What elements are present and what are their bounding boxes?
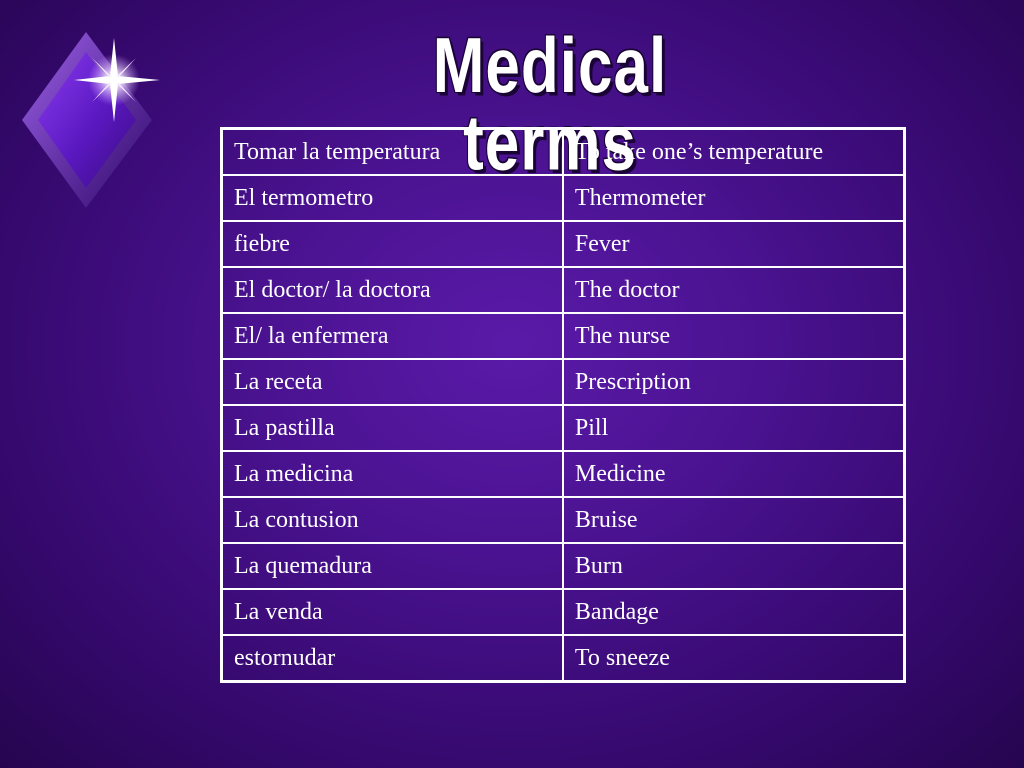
english-term-cell: To take one’s temperature — [563, 129, 905, 176]
english-term-cell: Pill — [563, 405, 905, 451]
english-term-cell: The doctor — [563, 267, 905, 313]
table-row — [222, 221, 905, 267]
spanish-term-cell: estornudar — [222, 635, 563, 682]
spanish-term-cell: La quemadura — [222, 543, 563, 589]
table-row — [222, 129, 905, 176]
spanish-term-cell: La contusion — [222, 497, 563, 543]
english-term-cell: The nurse — [563, 313, 905, 359]
spanish-term-cell: La pastilla — [222, 405, 563, 451]
spanish-term-cell: fiebre — [222, 221, 563, 267]
spanish-term-cell: Tomar la temperatura — [222, 129, 563, 176]
table-row — [222, 589, 905, 635]
spanish-term-cell: La receta — [222, 359, 563, 405]
table-row — [222, 359, 905, 405]
spanish-term-cell: El doctor/ la doctora — [222, 267, 563, 313]
vocabulary-table-body — [222, 129, 905, 682]
spanish-term-cell: El/ la enfermera — [222, 313, 563, 359]
table-row — [222, 635, 905, 682]
spanish-term-cell: La medicina — [222, 451, 563, 497]
table-row — [222, 175, 905, 221]
english-term-cell: Bruise — [563, 497, 905, 543]
english-term-cell: Bandage — [563, 589, 905, 635]
table-row — [222, 267, 905, 313]
english-term-cell: Thermometer — [563, 175, 905, 221]
english-term-cell: Prescription — [563, 359, 905, 405]
spanish-term-cell: El termometro — [222, 175, 563, 221]
english-term-cell: Medicine — [563, 451, 905, 497]
english-term-cell: Burn — [563, 543, 905, 589]
table-row — [222, 497, 905, 543]
table-row — [222, 313, 905, 359]
table-row — [222, 451, 905, 497]
english-term-cell: Fever — [563, 221, 905, 267]
vocabulary-table — [220, 127, 906, 683]
table-row — [222, 543, 905, 589]
table-row — [222, 405, 905, 451]
english-term-cell: To sneeze — [563, 635, 905, 682]
spanish-term-cell: La venda — [222, 589, 563, 635]
diamond-star-icon — [18, 30, 168, 212]
slide-title: Medical terms — [432, 23, 668, 187]
